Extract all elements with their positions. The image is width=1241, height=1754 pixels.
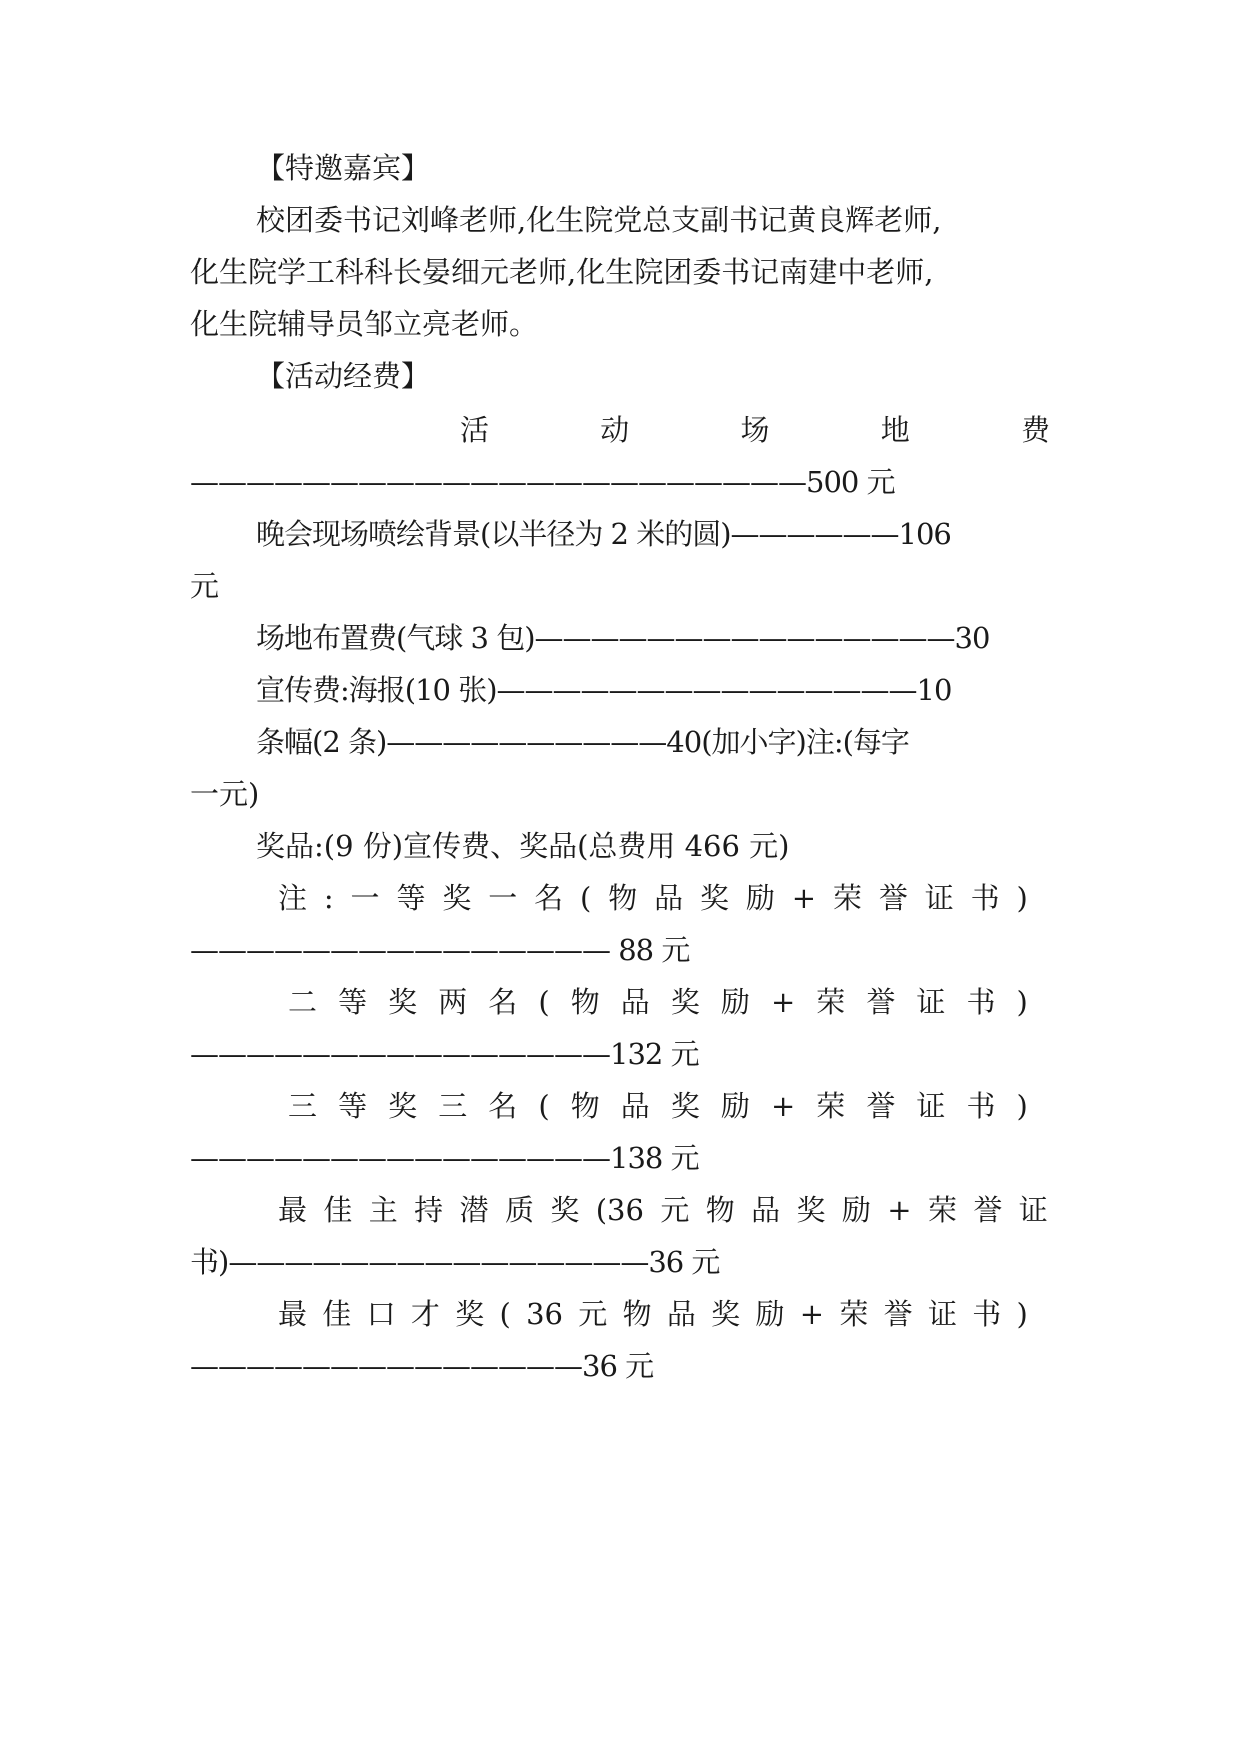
prize-label-char: ) [1016,1089,1028,1123]
guests-text-line-2: 化生院学工科科长晏细元老师,化生院团委书记南建中老师, [190,255,934,289]
prize-best-eloquence-label [278,1294,1028,1334]
venue-fee-amount: ——————————————————————500 元 [190,465,895,499]
prize-label-char: 证 [1018,1193,1048,1227]
prize-label-char: 36 [526,1297,563,1331]
item-banner-cont: 一元) [190,777,260,811]
guests-text-line-1: 校团委书记刘峰老师,化生院党总支副书记黄良辉老师, [256,203,942,237]
venue-fee-char: 动 [600,413,630,447]
prize-best-host-amount: 书)———————————————36 元 [190,1245,720,1279]
prize-label-char: 物 [570,1089,600,1123]
prize-label-char: 励 [720,985,750,1019]
venue-fee-char: 活 [460,413,490,447]
prize-label-char: + [887,1193,912,1227]
prize-label-char: (36 [595,1193,644,1227]
prize-label-char: ( [538,1089,550,1123]
prize-label-char: + [770,985,796,1019]
prize-label-char: 等 [338,985,368,1019]
prize-label-char: + [791,881,817,915]
prize-label-char: 励 [755,1297,785,1331]
prize-label-char: 元 [660,1193,690,1227]
prize-label-char: 三 [438,1089,468,1123]
prize-label-char: 品 [654,881,684,915]
venue-fee-label [460,410,1050,450]
prize-label-char: 誉 [878,881,908,915]
prize-label-char: 三 [288,1089,318,1123]
prize-third-amount: ———————————————138 元 [190,1141,699,1175]
prize-label-char: 奖 [388,1089,418,1123]
prize-label-char: 奖 [711,1297,741,1331]
prize-label-char: 品 [620,985,650,1019]
prize-label-char: 誉 [973,1193,1003,1227]
prize-label-char: 书 [966,1089,996,1123]
prize-label-char: 誉 [883,1297,913,1331]
prize-label-char: 等 [338,1089,368,1123]
prize-label-char: 誉 [866,985,896,1019]
prize-label-char: 誉 [866,1089,896,1123]
prize-label-char: 物 [622,1297,652,1331]
venue-fee-char: 场 [740,413,770,447]
prize-label-char: 注 [278,881,308,915]
prize-label-char: 荣 [816,985,846,1019]
venue-fee-char: 地 [880,413,910,447]
prize-second-label [288,982,1028,1022]
prize-label-char: 名 [488,985,518,1019]
prize-label-char: 持 [414,1193,444,1227]
prize-label-char: 书 [970,881,1000,915]
prize-label-char: 奖 [550,1193,580,1227]
prize-label-char: 佳 [322,1297,352,1331]
prize-label-char: 证 [916,1089,946,1123]
prize-label-char: 品 [620,1089,650,1123]
guests-text-line-3: 化生院辅导员邹立亮老师。 [190,307,539,341]
prize-label-char: 物 [608,881,638,915]
prize-label-char: 二 [288,985,318,1019]
prize-best-host-label [278,1190,1048,1230]
prize-label-char: 奖 [699,881,729,915]
prize-label-char: 励 [841,1193,871,1227]
prize-label-char: 奖 [388,985,418,1019]
prize-first-amount: ——————————————— 88 元 [190,933,690,967]
prize-label-char: 元 [578,1297,608,1331]
prize-third-label [288,1086,1028,1126]
prize-label-char: 奖 [442,881,472,915]
prize-label-char: 最 [278,1297,308,1331]
prize-label-char: 证 [916,985,946,1019]
prize-label-char: 才 [410,1297,440,1331]
prize-label-char: 两 [438,985,468,1019]
prize-label-char: ) [1016,1297,1028,1331]
item-prizes: 奖品:(9 份)宣传费、奖品(总费用 466 元) [256,829,790,863]
prize-second-amount: ———————————————132 元 [190,1037,699,1071]
item-banner: 条幅(2 条)——————————40(加小字)注:(每字 [256,725,909,759]
guests-heading: 【特邀嘉宾】 [256,151,431,185]
prize-label-char: ( [580,881,592,915]
prize-label-char: 奖 [796,1193,826,1227]
prize-label-char: : [323,881,334,915]
prize-label-char: 奖 [670,1089,700,1123]
prize-label-char: 证 [927,1297,957,1331]
prize-label-char: + [770,1089,796,1123]
prize-label-char: 一 [350,881,380,915]
prize-label-char: ) [1016,985,1028,1019]
funds-heading: 【活动经费】 [256,359,431,393]
prize-label-char: 证 [924,881,954,915]
prize-label-char: 励 [745,881,775,915]
prize-label-char: + [799,1297,825,1331]
item-backdrop: 晚会现场喷绘背景(以半径为 2 米的圆)——————106 [256,517,951,551]
prize-label-char: 品 [666,1297,696,1331]
item-poster: 宣传费:海报(10 张)———————————————10 [256,673,952,707]
prize-label-char: 品 [751,1193,781,1227]
prize-best-eloquence-amount: ——————————————36 元 [190,1349,654,1383]
venue-fee-char: 费 [1020,413,1050,447]
prize-label-char: 物 [705,1193,735,1227]
prize-label-char: 荣 [839,1297,869,1331]
prize-label-char: ( [538,985,550,1019]
prize-label-char: 主 [368,1193,398,1227]
prize-label-char: 最 [278,1193,308,1227]
prize-label-char: 奖 [670,985,700,1019]
prize-label-char: 潜 [459,1193,489,1227]
prize-label-char: 荣 [832,881,862,915]
prize-label-char: ) [1016,881,1028,915]
prize-label-char: 书 [966,985,996,1019]
prize-label-char: 名 [534,881,564,915]
prize-label-char: 一 [488,881,518,915]
item-venue-decoration: 场地布置费(气球 3 包)———————————————30 [256,621,990,655]
prize-first-label [278,878,1028,918]
prize-label-char: 等 [396,881,426,915]
prize-label-char: 名 [488,1089,518,1123]
prize-label-char: 荣 [927,1193,957,1227]
prize-label-char: 口 [366,1297,396,1331]
item-backdrop-cont: 元 [190,569,220,603]
prize-label-char: 佳 [323,1193,353,1227]
prize-label-char: 奖 [455,1297,485,1331]
prize-label-char: 书 [972,1297,1002,1331]
prize-label-char: 荣 [816,1089,846,1123]
prize-label-char: 励 [720,1089,750,1123]
prize-label-char: 质 [504,1193,534,1227]
prize-label-char: 物 [570,985,600,1019]
prize-label-char: ( [499,1297,511,1331]
